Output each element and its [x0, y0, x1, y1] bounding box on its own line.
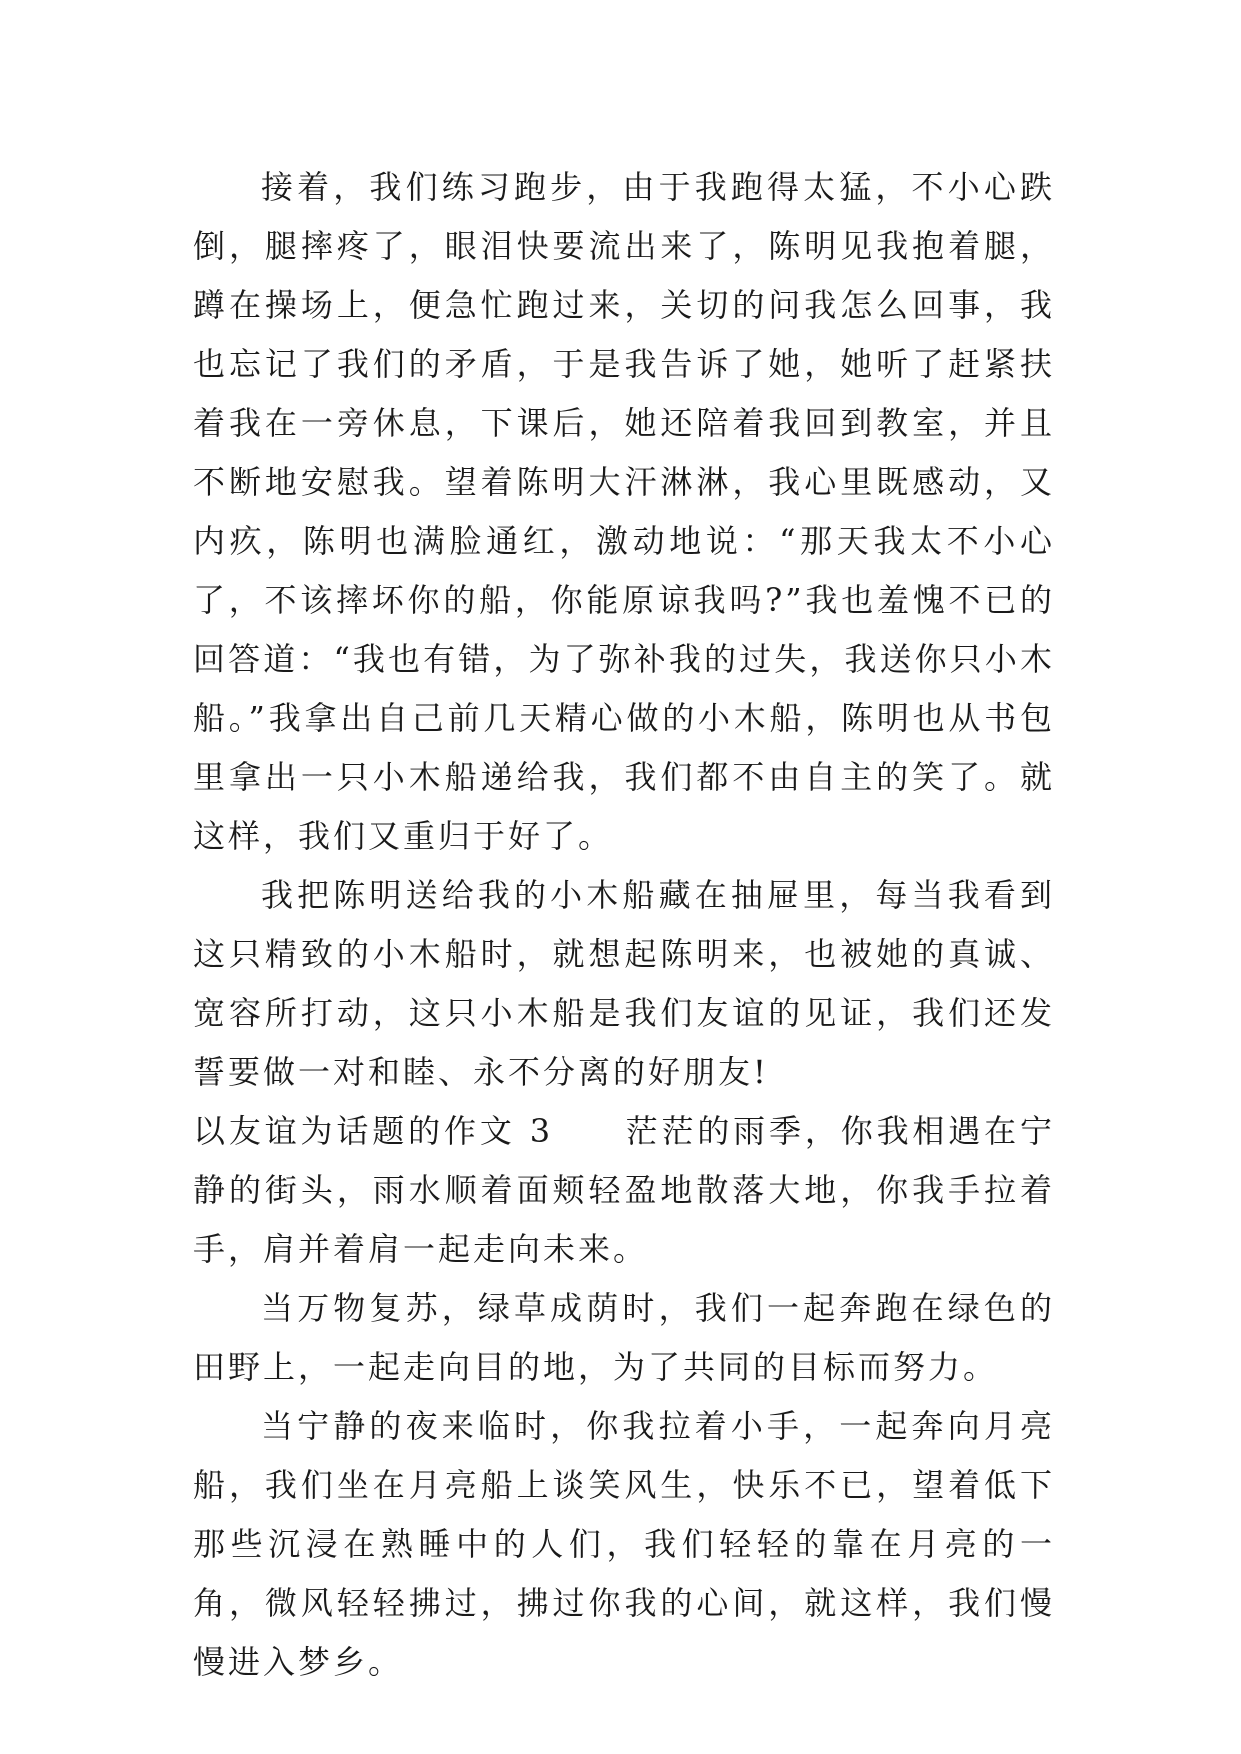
paragraph-wooden-boat: 我把陈明送给我的小木船藏在抽屉里，每当我看到这只精致的小木船时，就想起陈明来，也被她的真诚、宽容所打动，这只小木船是我们友谊的见证，我们还发誓要做一对和睦、永不分离的好朋友! [193, 876, 1055, 1091]
paragraph-moon-boat: 当宁静的夜来临时，你我拉着小手，一起奔向月亮船，我们坐在月亮船上谈笑风生，快乐不已，望着低下那些沉浸在熟睡中的人们，我们轻轻的靠在月亮的一角，微风轻轻拂过，拂过你我的心间，就这样，我们慢慢进入梦乡。 [193, 1407, 1055, 1681]
paragraph-running-practice: 接着，我们练习跑步，由于我跑得太猛，不小心跌倒，腿摔疼了，眼泪快要流出来了，陈明见我抱着腿，蹲在操场上，便急忙跑过来，关切的问我怎么回事，我也忘记了我们的矛盾，于是我告诉了她，她听了赶紧扶着我在一旁休息，下课后，她还陪着我回到教室，并且不断地安慰我。望着陈明大汗淋淋，我心里既感动，又内疚，陈明也满脸通红，激动地说：“那天我太不小心了，不该摔坏你的船，你能原谅我吗?”我也羞愧不已的回答道：“我也有错，为了弥补我的过失，我送你只小木船。”我拿出自己前几天精心做的小木船，陈明也从书包里拿出一只小木船递给我，我们都不由自主的笑了。就这样，我们又重归于好了。 [193, 168, 1055, 855]
paragraph-spring-fields: 当万物复苏，绿草成荫时，我们一起奔跑在绿色的田野上，一起走向目的地，为了共同的目标而努力。 [193, 1289, 1055, 1386]
paragraph-essay-3-heading: 以友谊为话题的作文 3 茫茫的雨季，你我相遇在宁静的街头，雨水顺着面颊轻盈地散落大地，你我手拉着手，肩并着肩一起走向未来。 [193, 1112, 1055, 1268]
document-body [193, 158, 1055, 1692]
